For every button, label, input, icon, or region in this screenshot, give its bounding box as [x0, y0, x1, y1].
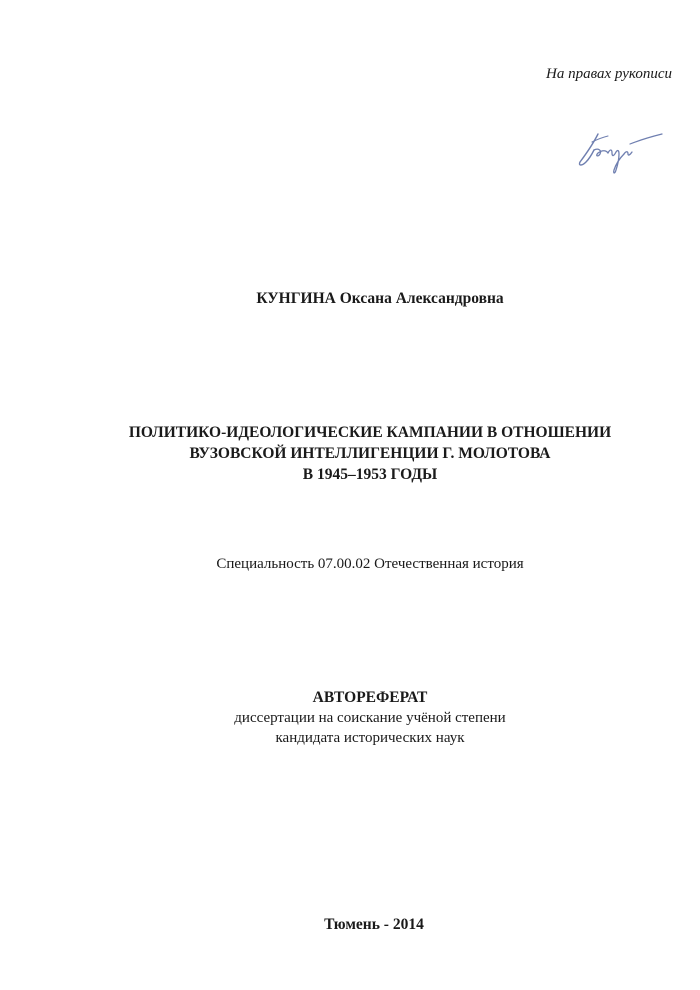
- manuscript-note: На правах рукописи: [546, 66, 672, 82]
- abstract-block: [0, 688, 700, 748]
- abstract-line: кандидата исторических наук: [275, 730, 465, 746]
- title-line: В 1945–1953 ГОДЫ: [302, 466, 438, 483]
- signature-icon: [568, 120, 668, 178]
- abstract-line: диссертации на соискание учёной степени: [234, 710, 506, 726]
- abstract-label: АВТОРЕФЕРАТ: [312, 689, 428, 706]
- city-year: Тюмень - 2014: [324, 916, 424, 933]
- author-name: КУНГИНА Оксана Александровна: [256, 290, 504, 307]
- title-line: ВУЗОВСКОЙ ИНТЕЛЛИГЕНЦИИ Г. МОЛОТОВА: [189, 445, 551, 462]
- specialty-line: Специальность 07.00.02 Отечественная история: [216, 556, 524, 572]
- title-line: ПОЛИТИКО-ИДЕОЛОГИЧЕСКИЕ КАМПАНИИ В ОТНОШЕНИИ: [128, 424, 612, 441]
- dissertation-title: [0, 422, 700, 485]
